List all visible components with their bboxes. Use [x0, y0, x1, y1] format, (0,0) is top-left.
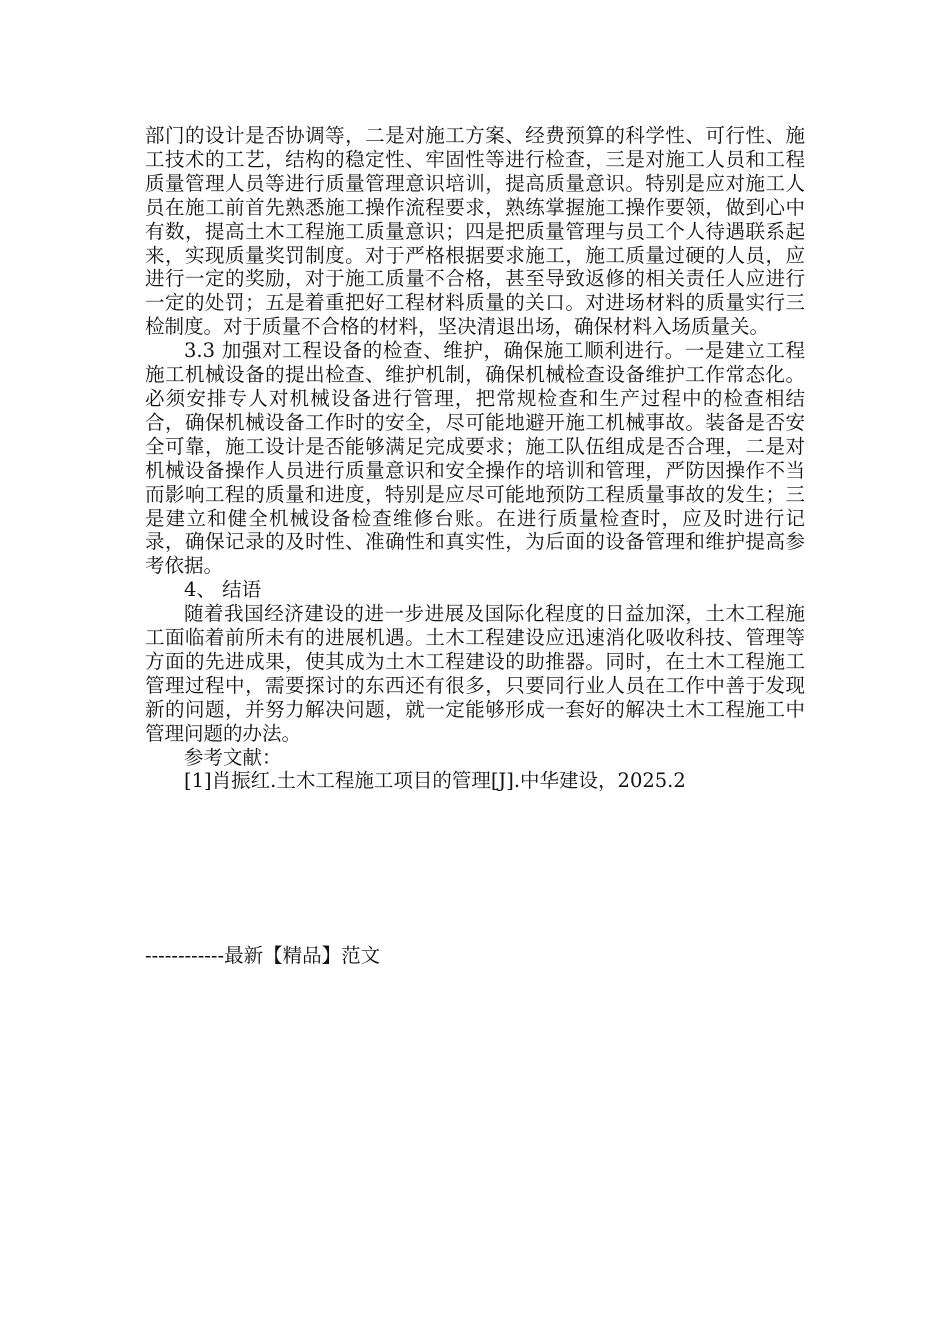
section-heading-conclusion: 4、 结语 [184, 578, 262, 602]
paragraph-quality-management: 部门的设计是否协调等，二是对施工方案、经费预算的科学性、可行性、施工技术的工艺，结构的稳定性、牢固性等进行检查，三是对施工人员和工程质量管理人员等进行质量管理意识培训，提高质量意识。特别是应对施工人员在施工前首先熟悉施工操作流程要求，熟练掌握施工操作要领，做到心中有数，提高土木工程施工质量意识；四是把质量管理与员工个人待遇联系起来，实现质量奖罚制度。对于严格根据要求施工，施工质量过硬的人员，应进行一定的奖励，对于施工质量不合格，甚至导致返修的相关责任人应进行一定的处罚；五是着重把好工程材料质量的关口。对进场材料的质量实行三检制度。对于质量不合格的材料，坚决清退出场，确保材料入场质量关。 [145, 124, 805, 339]
paragraph-conclusion: 随着我国经济建设的进一步进展及国际化程度的日益加深，土木工程施工面临着前所未有的进展机遇。土木工程建设应迅速消化吸收科技、管理等方面的先进成果，使其成为土木工程建设的助推器。同时，在土木工程施工管理过程中，需要探讨的东西还有很多，只要同行业人员在工作中善于发现新的问题，并努力解决问题，就一定能够形成一套好的解决土木工程施工中管理问题的办法。 [145, 602, 805, 745]
paragraph-equipment-inspection: 3.3 加强对工程设备的检查、维护，确保施工顺利进行。一是建立工程施工机械设备的提出检查、维护机制，确保机械检查设备维护工作常态化。必须安排专人对机械设备进行管理，把常规检查和生产过程中的检查相结合，确保机械设备工作时的安全，尽可能地避开施工机械事故。装备是否安全可靠，施工设计是否能够满足完成要求；施工队伍组成是否合理，二是对机械设备操作人员进行质量意识和安全操作的培训和管理，严防因操作不当而影响工程的质量和进度，特别是应尽可能地预防工程质量事故的发生；三是建立和健全机械设备检查维修台账。在进行质量检查时，应及时进行记录，确保记录的及时性、准确性和真实性，为后面的设备管理和维护提高参考依据。 [145, 339, 805, 578]
references-heading: 参考文献： [184, 745, 282, 769]
reference-item: [1]肖振红.土木工程施工项目的管理[J].中华建设，2025.2 [184, 769, 686, 793]
footer-tagline: ------------最新【精品】范文 [145, 944, 381, 967]
document-body [145, 124, 805, 793]
